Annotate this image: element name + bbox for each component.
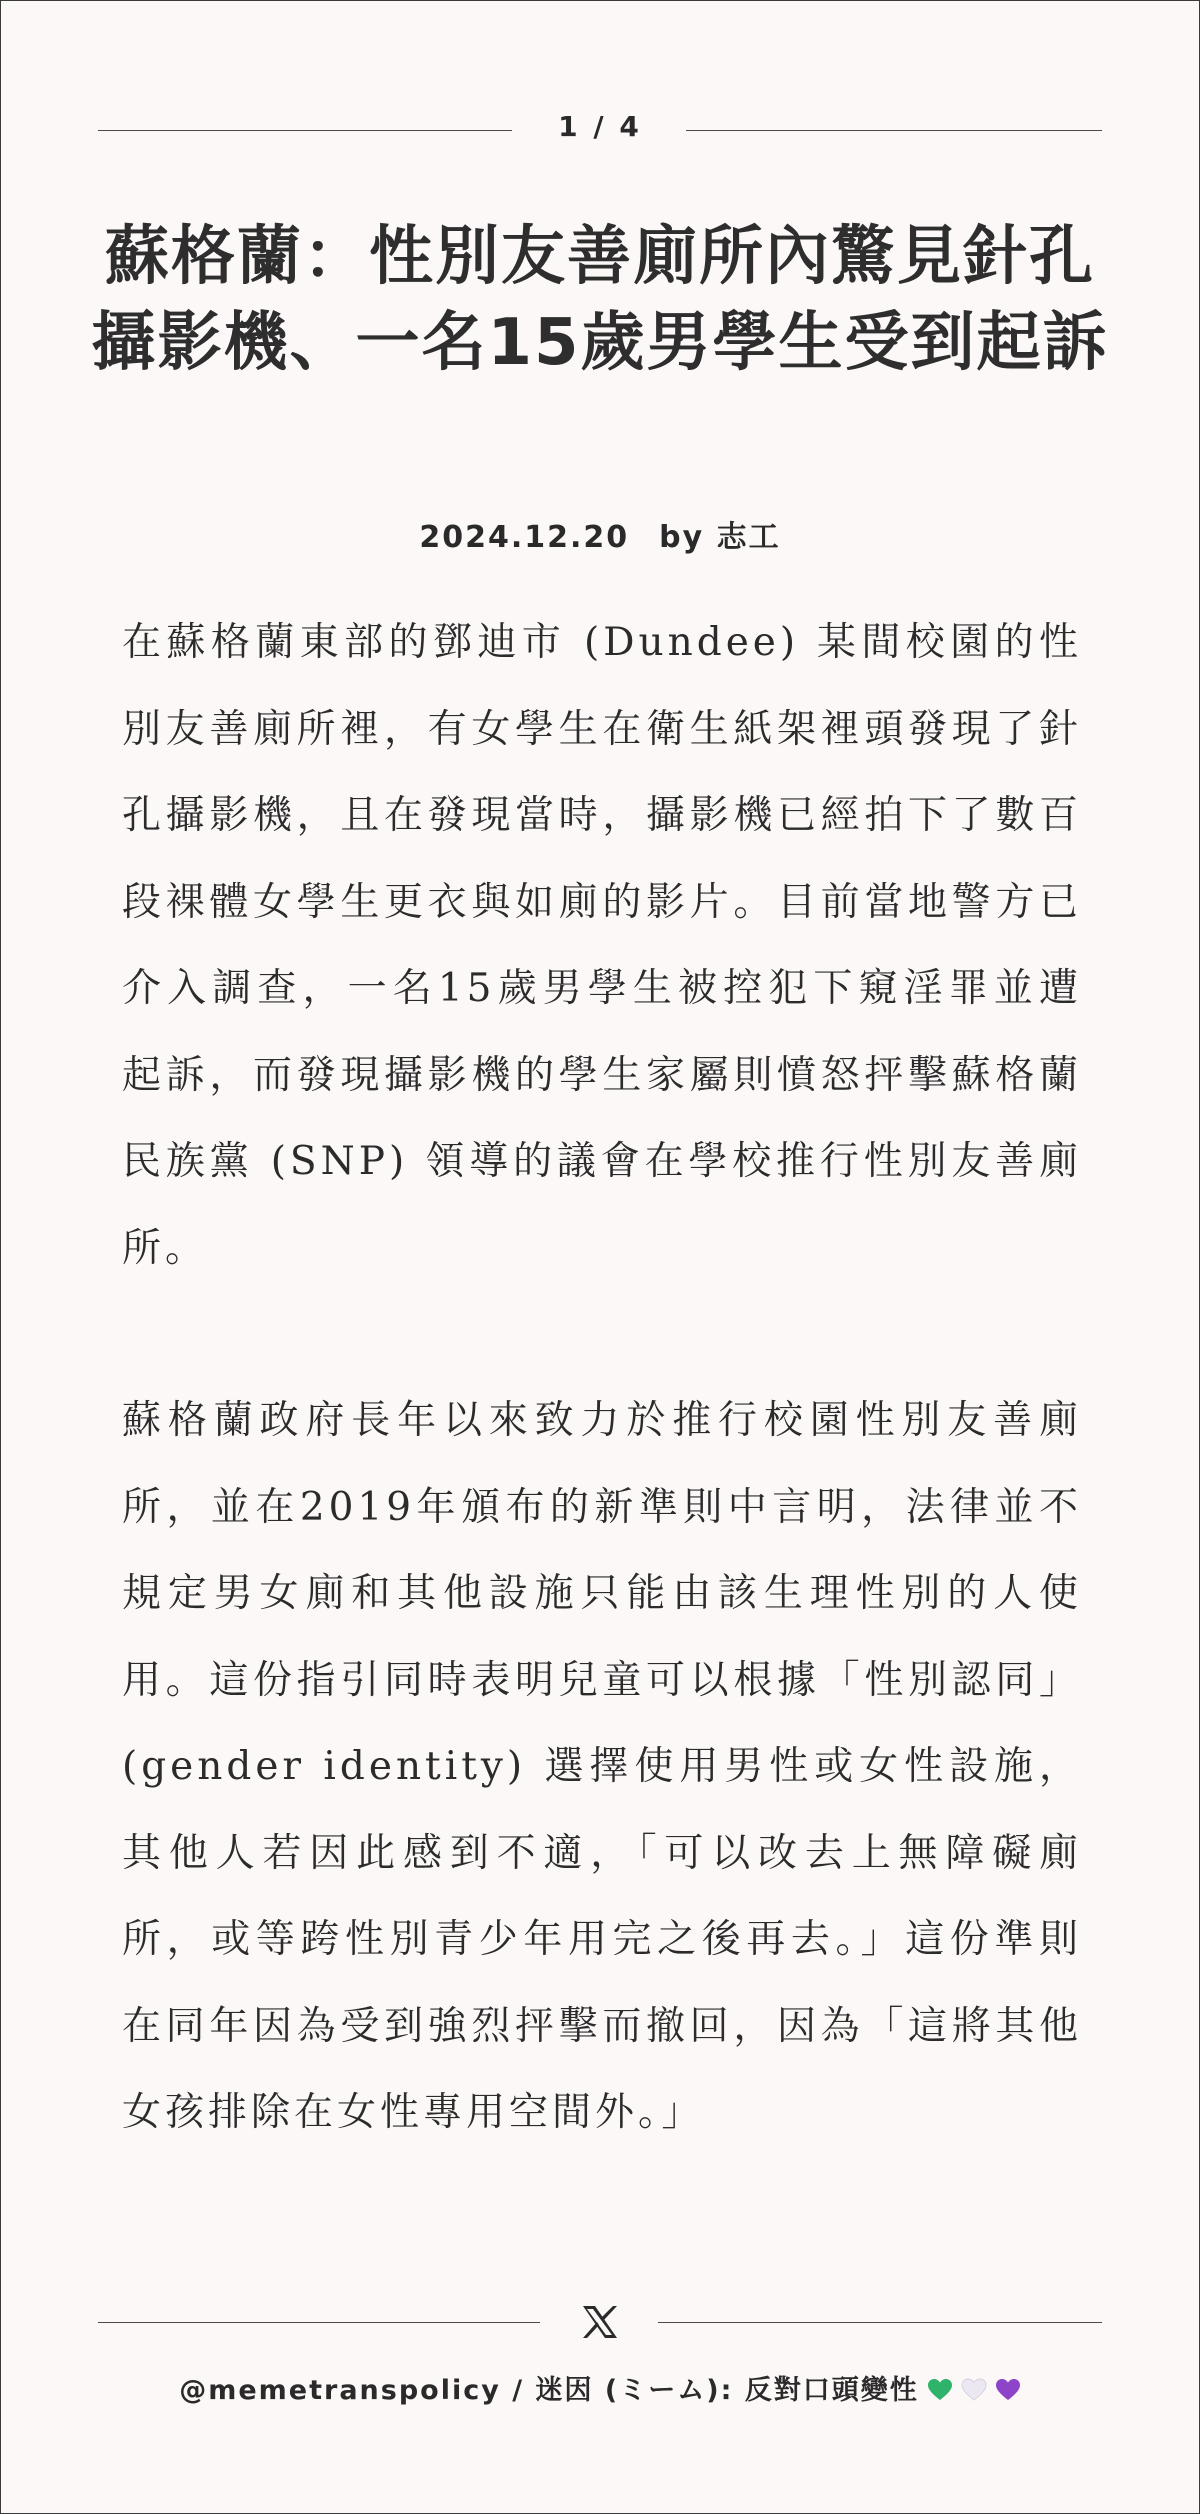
white-heart-icon	[961, 2378, 987, 2402]
article-title: 蘇格蘭：性別友善廁所內驚見針孔攝影機、一名15歲男學生受到起訴	[91, 220, 1109, 380]
article-meta	[200, 512, 1000, 556]
article-body	[122, 600, 1082, 2157]
purple-heart-icon	[995, 2378, 1021, 2402]
article-byline: by 志工	[659, 520, 781, 555]
article-paragraph-1: 在蘇格蘭東部的鄧迪市 (Dundee) 某間校園的性別友善廁所裡，有女學生在衛生紙架裡頭發現了針孔攝影機，且在發現當時，攝影機已經拍下了數百段裸體女學生更衣與如廁的影片。目前當地警方已介入調查，一名15歲男學生被控犯下窺淫罪並遭起訴，而發現攝影機的學生家屬則憤怒抨擊蘇格蘭民族黨 (SNP) 領導的議會在學校推行性別友善廁所。	[122, 620, 1082, 1271]
article-paragraph-2: 蘇格蘭政府長年以來致力於推行校園性別友善廁所，並在2019年頒布的新準則中言明，法律並不規定男女廁和其他設施只能由該生理性別的人使用。這份指引同時表明兒童可以根據「性別認同」 (gender identity) 選擇使用男性或女性設施，其他人若因此感到不適，「可以改去上無障礙廁所，或等跨性別青少年用完之後再去。」這份準則在同年因為受到強烈抨擊而撤回，因為「這將其他女孩排除在女性專用空間外。」	[122, 1398, 1082, 2135]
article-date: 2024.12.20	[419, 520, 630, 555]
page-indicator: 1 / 4	[558, 110, 642, 143]
top-divider-right	[686, 130, 1102, 131]
footer-credit	[100, 2368, 1100, 2407]
green-heart-icon	[927, 2378, 953, 2402]
x-logo-icon	[580, 2304, 620, 2340]
bottom-divider-left	[98, 2322, 540, 2323]
bottom-divider-right	[658, 2322, 1102, 2323]
footer-text: @memetranspolicy / 迷因 (ミーム): 反對口頭變性	[179, 2375, 919, 2406]
top-divider-left	[98, 130, 512, 131]
